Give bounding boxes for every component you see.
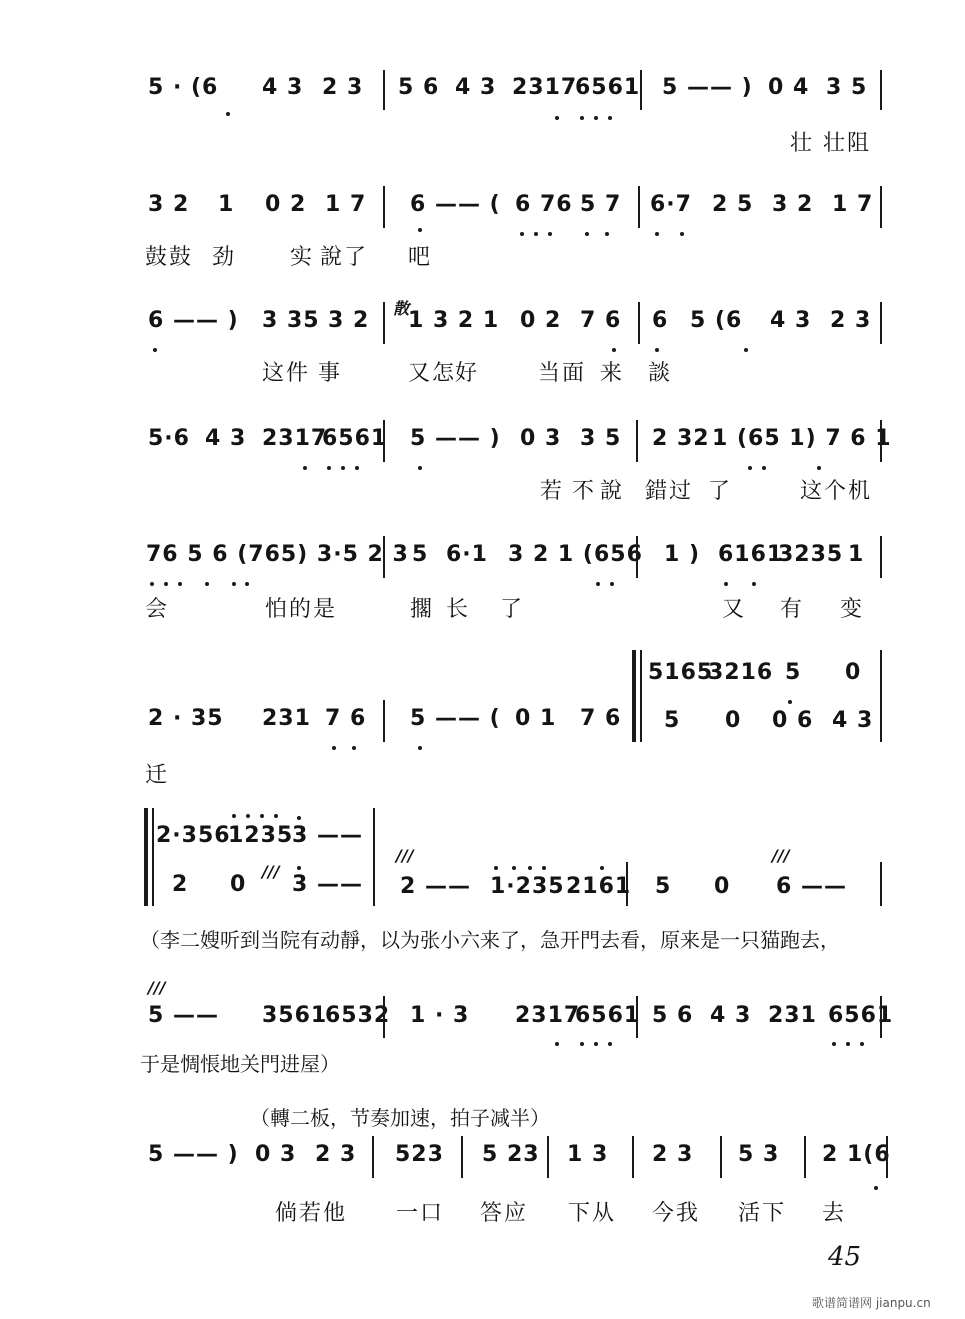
barline [638, 302, 640, 344]
note: 1 7 [325, 192, 367, 217]
note: 4 3 [262, 75, 304, 100]
note: 6·7 [650, 192, 692, 217]
low-dot [744, 348, 748, 352]
lyric: 这个机 [800, 479, 873, 504]
barline [880, 420, 882, 462]
barline [886, 1136, 888, 1178]
low-dot [327, 466, 331, 470]
high-dot [297, 816, 301, 820]
lyric: 了 [708, 479, 733, 504]
note: 6561 [828, 1003, 894, 1028]
low-dot [226, 112, 230, 116]
low-dot [610, 582, 614, 586]
lyric: 擱 [410, 597, 435, 622]
note: 2317 [262, 426, 328, 451]
note: 231 [768, 1003, 817, 1028]
lyric: 去 [822, 1201, 847, 1226]
note: 3235 [778, 542, 844, 567]
barline [804, 1136, 806, 1178]
barline [880, 650, 882, 742]
low-dot [164, 582, 168, 586]
high-dot [528, 866, 532, 870]
note: 5 —— ) [410, 426, 501, 451]
note: 3561 [262, 1003, 328, 1028]
note: 3 2 1 (656 [508, 542, 643, 567]
barline [373, 808, 375, 906]
barline [636, 420, 638, 462]
note: 5 6 [398, 75, 440, 100]
note: 5 [785, 660, 802, 685]
note: 6561 [575, 75, 641, 100]
note: 1 7 [832, 192, 874, 217]
note: 5 —— ) [662, 75, 753, 100]
lyric: 下从 [568, 1201, 617, 1226]
barline [461, 1136, 463, 1178]
high-dot [274, 814, 278, 818]
lyric: 又 [722, 597, 747, 622]
note: 2 1(6 [822, 1142, 891, 1167]
tempo-direction: （轉二板，节奏加速，拍子减半） [250, 1106, 550, 1130]
note: 523 [395, 1142, 444, 1167]
note: 3 2 [328, 308, 370, 333]
low-dot [752, 582, 756, 586]
note: 3 2 [772, 192, 814, 217]
note: 6 —— ( [410, 192, 501, 217]
barline [383, 70, 385, 110]
low-dot [860, 1042, 864, 1046]
note: 1·235 [490, 874, 565, 899]
note: 6·1 [446, 542, 488, 567]
note: 7 6 [580, 706, 622, 731]
note: 6 76 [515, 192, 573, 217]
barline [880, 862, 882, 906]
low-dot [341, 466, 345, 470]
note: 6161 [718, 542, 784, 567]
note: 0 2 [265, 192, 307, 217]
barline [880, 70, 882, 110]
note: 2 [172, 872, 189, 897]
lyric: 实 [290, 245, 315, 270]
page-number: 45 [828, 1242, 862, 1272]
tremolo-mark: /// [396, 846, 414, 865]
note: 2 3 [830, 308, 872, 333]
note: 1 3 [567, 1142, 609, 1167]
low-dot [205, 582, 209, 586]
note: 6561 [322, 426, 388, 451]
double-barline [152, 808, 154, 906]
note: 5 [412, 542, 429, 567]
barline [626, 862, 628, 906]
barline [383, 302, 385, 344]
tremolo-mark: /// [262, 862, 280, 881]
note: 3 —— [292, 823, 363, 848]
note: 0 [725, 708, 742, 733]
high-dot [512, 866, 516, 870]
tremolo-mark: /// [148, 978, 166, 997]
note: 5 (6 [690, 308, 743, 333]
lyric: 活下 [738, 1201, 787, 1226]
double-barline [632, 650, 636, 742]
note: 2 5 [712, 192, 754, 217]
low-dot [846, 1042, 850, 1046]
lyric: 錯过 [645, 479, 694, 504]
barline [880, 536, 882, 578]
note: 1 ) [664, 542, 701, 567]
note: 2 3 [652, 1142, 694, 1167]
lyric: 若 [540, 479, 565, 504]
lyric: 变 [840, 597, 865, 622]
lyric: 說了 [320, 245, 369, 270]
note: 2 · 35 [148, 706, 224, 731]
note: 3216 [708, 660, 774, 685]
barline [720, 1136, 722, 1178]
note: 76 5 6 (765) 3·5 2 3 [146, 542, 409, 567]
low-dot [303, 466, 307, 470]
lyric: 好 [455, 361, 480, 386]
note: 1 3 2 1 [408, 308, 500, 333]
tempo-mark: 散 [393, 299, 410, 318]
low-dot [585, 232, 589, 236]
barline [383, 536, 385, 578]
note: 0 4 [768, 75, 810, 100]
lyric: 不 [572, 479, 597, 504]
note: 1 · 3 [410, 1003, 470, 1028]
lyric: 这件 [262, 361, 311, 386]
note: 5 7 [580, 192, 622, 217]
lyric: 了 [500, 597, 525, 622]
tremolo-mark: /// [772, 846, 790, 865]
low-dot [608, 1042, 612, 1046]
note: 5 6 [652, 1003, 694, 1028]
note: 4 3 [710, 1003, 752, 1028]
note: 2317 [512, 75, 578, 100]
low-dot [245, 582, 249, 586]
note: 2 32 [652, 426, 710, 451]
lyric: 倘若他 [275, 1201, 348, 1226]
lyric: 一口 [396, 1201, 445, 1226]
lyric: 劲 [212, 245, 237, 270]
lyric: 談 [648, 361, 673, 386]
low-dot [605, 232, 609, 236]
note: 5 —— ) [148, 1142, 239, 1167]
low-dot [594, 1042, 598, 1046]
barline [383, 700, 385, 742]
note: 3 35 [262, 308, 320, 333]
note: 4 3 [832, 708, 874, 733]
lyric: 迁 [145, 763, 170, 788]
double-barline [640, 650, 642, 742]
note: 4 3 [455, 75, 497, 100]
barline [636, 536, 638, 578]
note: 5·6 [148, 426, 190, 451]
note: 2 3 [315, 1142, 357, 1167]
barline [547, 1136, 549, 1178]
low-dot [594, 116, 598, 120]
lyric: 鼓鼓 [145, 245, 194, 270]
note: 5 —— [148, 1003, 219, 1028]
barline [638, 186, 640, 228]
double-barline [144, 808, 148, 906]
lyric: 事 [318, 361, 343, 386]
high-dot [494, 866, 498, 870]
barline [640, 70, 642, 110]
lyric: 又怎 [408, 361, 457, 386]
low-dot [612, 348, 616, 352]
note: 231 [262, 706, 311, 731]
barline [383, 420, 385, 462]
stage-direction: （李二嫂听到当院有动靜，以为张小六来了，急开門去看，原来是一只猫跑去， [140, 928, 840, 952]
note: 2317 [515, 1003, 581, 1028]
low-dot [418, 228, 422, 232]
stage-direction: 于是惆悵地关門进屋） [140, 1052, 340, 1076]
note: 0 6 [772, 708, 814, 733]
note: 7 6 [325, 706, 367, 731]
note: 1 (65 1) 7 6 1 [712, 426, 892, 451]
low-dot [655, 348, 659, 352]
note: 5 · (6 [148, 75, 219, 100]
low-dot [418, 746, 422, 750]
note: 6 [652, 308, 669, 333]
lyric: 来 [600, 361, 625, 386]
note: 7 6 [580, 308, 622, 333]
note: 2 —— [400, 874, 471, 899]
lyric: 长 [446, 597, 471, 622]
note: 4 3 [770, 308, 812, 333]
barline [880, 996, 882, 1038]
lyric: 壮 壮阻 [790, 131, 871, 156]
low-dot [580, 1042, 584, 1046]
lyric: 会 [145, 597, 170, 622]
lyric: 当面 [538, 361, 587, 386]
barline [880, 186, 882, 228]
high-dot [542, 866, 546, 870]
lyric: 答应 [480, 1201, 529, 1226]
low-dot [724, 582, 728, 586]
low-dot [352, 746, 356, 750]
barline [383, 186, 385, 228]
note: 6532 [325, 1003, 391, 1028]
lyric: 有 [780, 597, 805, 622]
note: 0 3 [520, 426, 562, 451]
note: 4 3 [205, 426, 247, 451]
note: 5 —— ( [410, 706, 501, 731]
note: 0 [845, 660, 862, 685]
low-dot [355, 466, 359, 470]
low-dot [788, 700, 792, 704]
low-dot [548, 232, 552, 236]
lyric: 怕的是 [265, 597, 338, 622]
barline [372, 1136, 374, 1178]
barline [383, 996, 385, 1038]
low-dot [418, 466, 422, 470]
low-dot [762, 466, 766, 470]
low-dot [232, 582, 236, 586]
note: 1235 [228, 823, 294, 848]
note: 2 3 [322, 75, 364, 100]
note: 2161 [566, 874, 632, 899]
barline [632, 1136, 634, 1178]
note: 0 3 [255, 1142, 297, 1167]
note: 5165 [648, 660, 714, 685]
lyric: 今我 [652, 1201, 701, 1226]
low-dot [555, 1042, 559, 1046]
high-dot [600, 866, 604, 870]
low-dot [555, 116, 559, 120]
note: 3 5 [580, 426, 622, 451]
note: 0 [230, 872, 247, 897]
low-dot [580, 116, 584, 120]
low-dot [655, 232, 659, 236]
note: 0 [714, 874, 731, 899]
high-dot [246, 814, 250, 818]
low-dot [608, 116, 612, 120]
lyric: 吧 [408, 245, 433, 270]
note: 2·356 [156, 823, 231, 848]
low-dot [534, 232, 538, 236]
note: 5 23 [482, 1142, 540, 1167]
low-dot [832, 1042, 836, 1046]
note: 6 —— [776, 874, 847, 899]
note: 5 3 [738, 1142, 780, 1167]
low-dot [150, 582, 154, 586]
low-dot [520, 232, 524, 236]
lyric: 說 [600, 479, 625, 504]
note: 1 [218, 192, 235, 217]
note: 3 —— [292, 872, 363, 897]
note: 1 [848, 542, 865, 567]
note: 5 [655, 874, 672, 899]
note: 3 2 [148, 192, 190, 217]
low-dot [153, 348, 157, 352]
low-dot [748, 466, 752, 470]
low-dot [680, 232, 684, 236]
low-dot [178, 582, 182, 586]
note: 6561 [575, 1003, 641, 1028]
low-dot [817, 466, 821, 470]
note: 0 2 [520, 308, 562, 333]
note: 0 1 [515, 706, 557, 731]
low-dot [332, 746, 336, 750]
barline [636, 996, 638, 1038]
low-dot [596, 582, 600, 586]
barline [880, 302, 882, 344]
watermark: 歌谱简谱网 jianpu.cn [812, 1296, 931, 1310]
note: 5 [664, 708, 681, 733]
low-dot [874, 1186, 878, 1190]
note: 6 —— ) [148, 308, 239, 333]
high-dot [260, 814, 264, 818]
high-dot [232, 814, 236, 818]
note: 3 5 [826, 75, 868, 100]
high-dot [297, 866, 301, 870]
